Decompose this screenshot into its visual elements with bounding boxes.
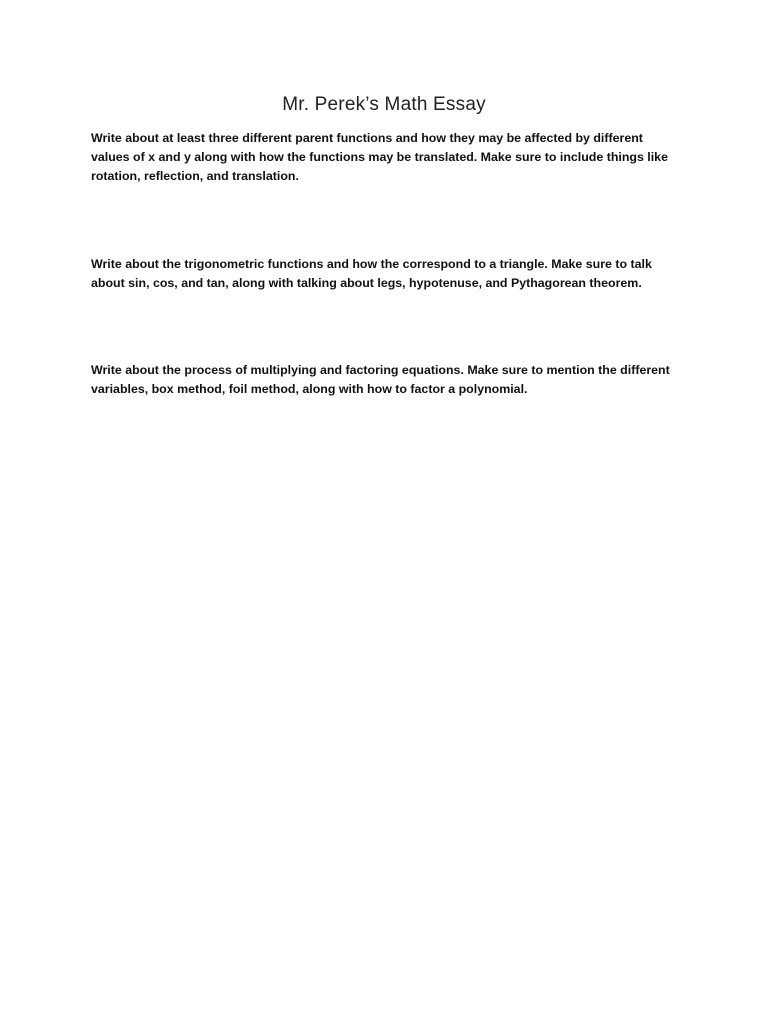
essay-prompt-trigonometry: Write about the trigonometric functions and how the correspond to a triangle. Make sure to talk about sin, cos, and tan, along with talking about legs, hypotenuse, and Pythagorean theorem. <box>91 257 652 290</box>
essay-prompt-parent-functions: Write about at least three different parent functions and how they may be affected by different values of x and y along with how the functions may be translated. Make sure to include things like rotation, reflection, and translation. <box>91 131 668 183</box>
page-title: Mr. Perek’s Math Essay <box>282 94 486 115</box>
essay-prompt-factoring: Write about the process of multiplying and factoring equations. Make sure to mention the different variables, box method, foil method, along with how to factor a polynomial. <box>91 363 670 396</box>
